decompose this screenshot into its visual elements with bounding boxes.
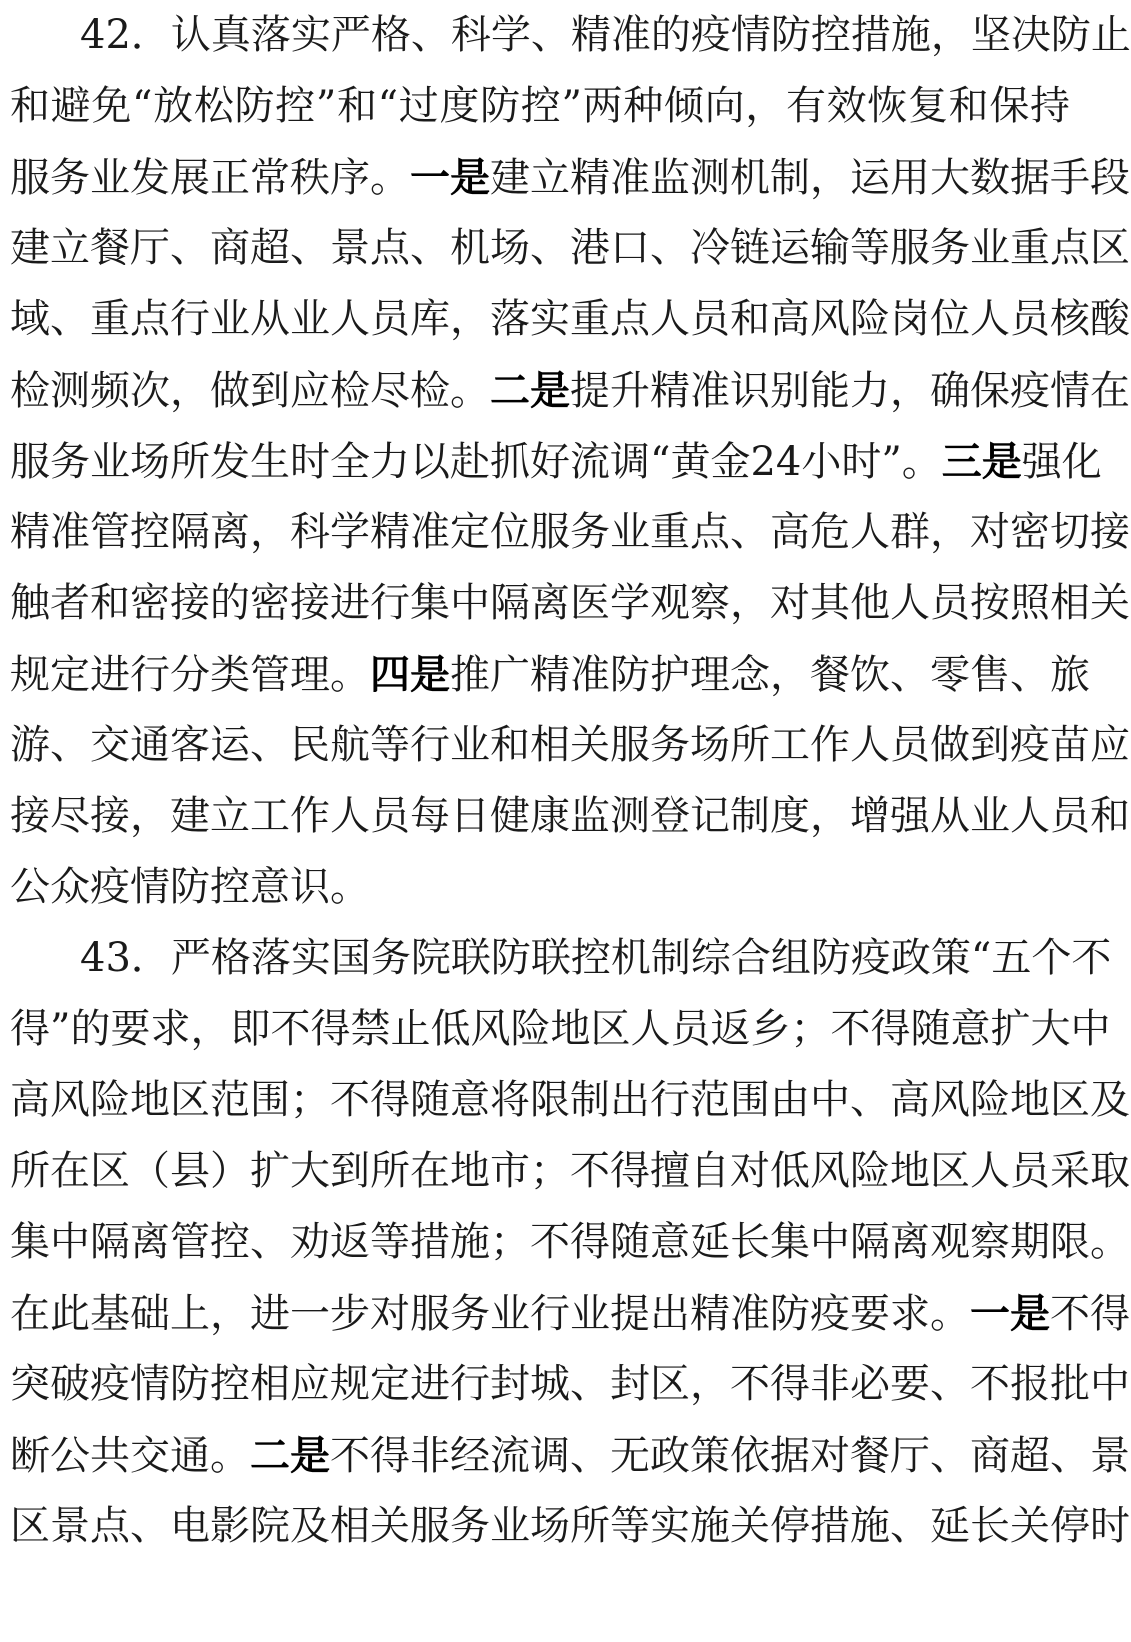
text-segment: 建立餐厅、商超、景点、机场、港口、冷链运输等服务业重点区 [10,225,1130,271]
text-line [10,852,1070,923]
bold-marker: 一是 [410,154,490,201]
text-line [10,1491,1130,1562]
text-line [10,142,1130,213]
paragraph-43 [10,923,1130,1562]
text-line [10,781,1130,852]
text-line [10,994,1111,1065]
text-line [10,426,1102,497]
text-segment: 在此基础上，进一步对服务业行业提出精准防疫要求。 [10,1291,970,1337]
text-line [10,71,1070,142]
text-segment: 服务业发展正常秩序。 [10,155,410,201]
text-segment: 检测频次，做到应检尽检。 [10,368,490,414]
text-segment: 不得非经流调、无政策依据对餐厅、商超、景 [330,1433,1130,1479]
text-segment: 精准管控隔离，科学精准定位服务业重点、高危人群，对密切接 [10,509,1130,555]
text-line [10,0,1131,71]
text-line [10,923,1112,994]
text-line [10,1349,1130,1420]
text-line [10,497,1130,568]
text-line [10,568,1130,639]
paragraph-42 [10,0,1131,923]
text-line [10,1207,1130,1278]
text-segment: 服务业场所发生时全力以赴抓好流调“黄金24小时”。 [10,439,942,485]
text-line [10,710,1130,781]
text-segment: 推广精准防护理念，餐饮、零售、旅 [450,652,1090,698]
text-segment: 域、重点行业从业人员库，落实重点人员和高风险岗位人员核酸 [10,296,1130,342]
text-segment: 提升精准识别能力，确保疫情在 [570,368,1130,414]
bold-marker: 二是 [250,1432,330,1479]
text-segment: 不得 [1050,1291,1130,1337]
text-segment: 和避免“放松防控”和“过度防控”两种倾向，有效恢复和保持 [10,83,1070,129]
text-segment: 42．认真落实严格、科学、精准的疫情防控措施，坚决防止 [80,12,1131,58]
text-segment: 区景点、电影院及相关服务业场所等实施关停措施、延长关停时 [10,1503,1130,1549]
text-line [10,1136,1130,1207]
text-segment: 突破疫情防控相应规定进行封城、封区，不得非必要、不报批中 [10,1361,1130,1407]
text-segment: 建立精准监测机制，运用大数据手段 [490,155,1130,201]
text-segment: 规定进行分类管理。 [10,652,370,698]
text-line [10,355,1130,426]
bold-marker: 三是 [941,438,1022,485]
text-line [10,284,1130,355]
text-segment: 高风险地区范围；不得随意将限制出行范围由中、高风险地区及 [10,1077,1130,1123]
bold-marker: 一是 [970,1290,1050,1337]
text-segment: 触者和密接的密接进行集中隔离医学观察，对其他人员按照相关 [10,580,1130,626]
text-segment: 43．严格落实国务院联防联控机制综合组防疫政策“五个不 [80,935,1112,981]
text-line [10,213,1130,284]
bold-marker: 四是 [370,651,450,698]
text-segment: 接尽接，建立工作人员每日健康监测登记制度，增强从业人员和 [10,793,1130,839]
bold-marker: 二是 [490,367,570,414]
text-line [10,1278,1130,1349]
text-segment: 强化 [1021,439,1102,485]
text-segment: 断公共交通。 [10,1433,250,1479]
text-segment: 游、交通客运、民航等行业和相关服务场所工作人员做到疫苗应 [10,722,1130,768]
text-segment: 公众疫情防控意识。 [10,864,370,910]
text-line [10,639,1090,710]
text-line [10,1420,1130,1491]
text-line [10,1065,1130,1136]
text-segment: 集中隔离管控、劝返等措施；不得随意延长集中隔离观察期限。 [10,1219,1130,1265]
text-segment: 所在区（县）扩大到所在地市；不得擅自对低风险地区人员采取 [10,1148,1130,1194]
text-segment: 得”的要求，即不得禁止低风险地区人员返乡；不得随意扩大中 [10,1006,1111,1052]
document-body [10,0,1131,1562]
